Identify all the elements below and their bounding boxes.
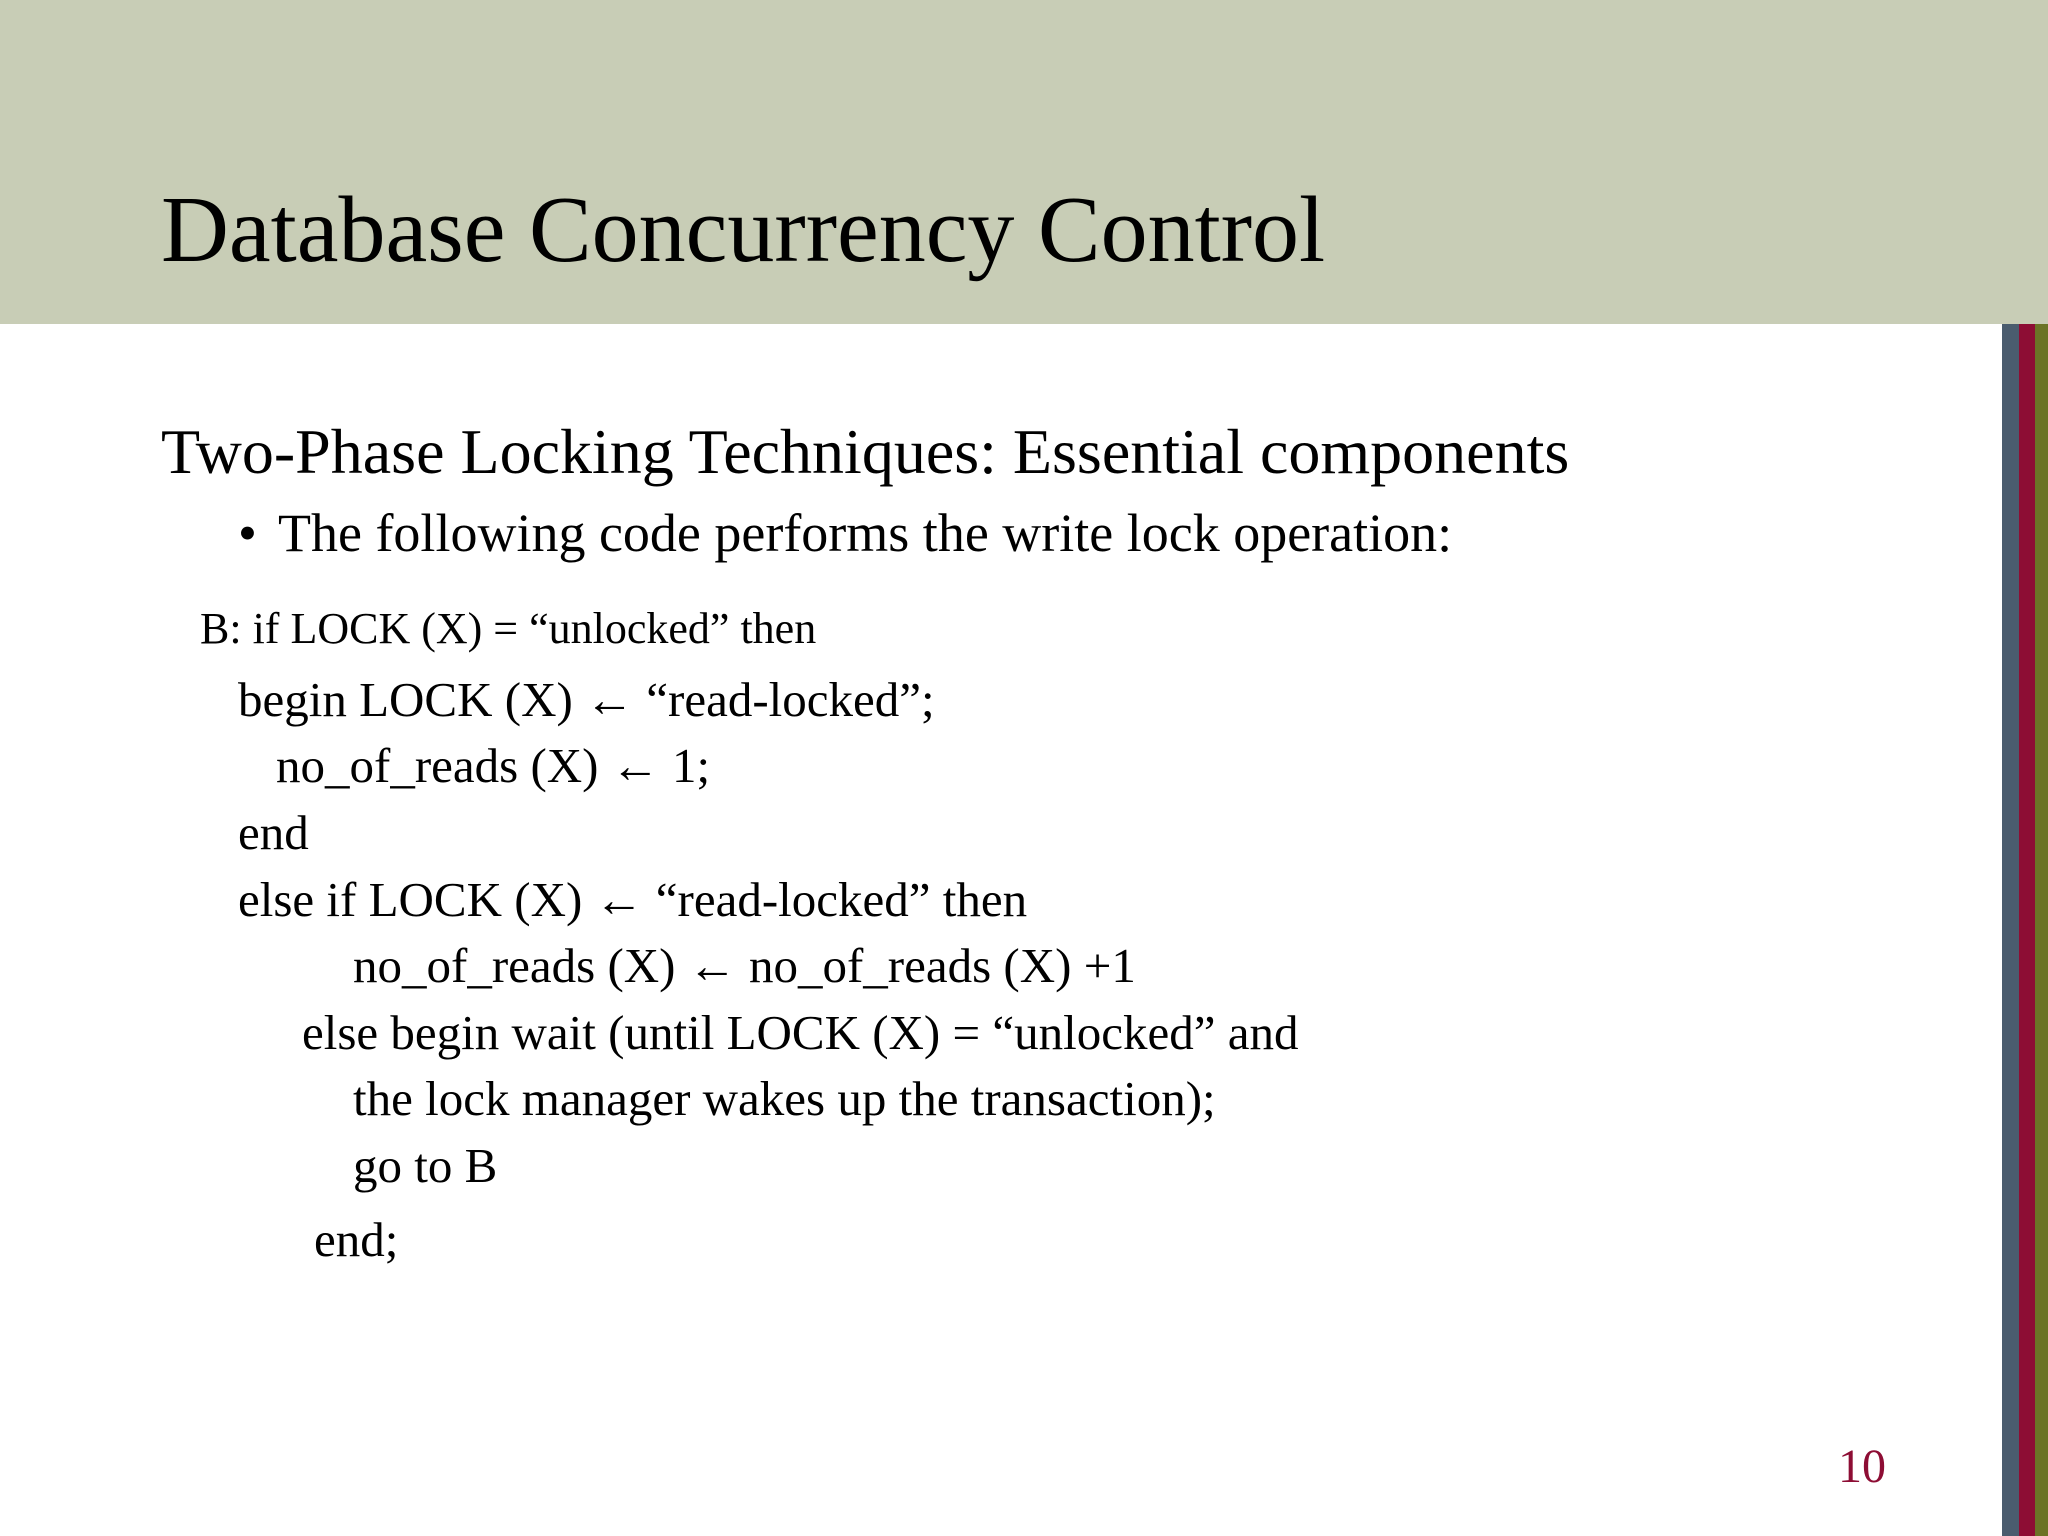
code-line: else if LOCK (X) ← “read-locked” then — [238, 872, 1028, 927]
slide-title: Database Concurrency Control — [161, 178, 1326, 282]
code-line: B: if LOCK (X) = “unlocked” then — [200, 604, 817, 653]
section-heading: Two-Phase Locking Techniques: Essential components — [161, 416, 1570, 487]
accent-stripe-olive — [2035, 324, 2048, 1536]
bullet-icon: • — [238, 503, 257, 563]
code-line: end; — [314, 1212, 399, 1267]
code-line: no_of_reads (X) ← no_of_reads (X) +1 — [353, 938, 1136, 993]
accent-stripe-crimson — [2019, 324, 2035, 1536]
code-line: begin LOCK (X) ← “read-locked”; — [238, 672, 935, 727]
accent-stripe-slate — [2002, 324, 2019, 1536]
code-line: end — [238, 805, 309, 860]
code-line: the lock manager wakes up the transaction); — [353, 1071, 1216, 1126]
code-line: no_of_reads (X) ← 1; — [276, 738, 711, 793]
page-number: 10 — [1838, 1440, 1886, 1493]
bullet-item — [238, 501, 1452, 566]
code-line: go to B — [353, 1138, 498, 1193]
code-line: else begin wait (until LOCK (X) = “unlocked” and — [302, 1005, 1299, 1060]
bullet-text: The following code performs the write lock operation: — [278, 503, 1453, 563]
